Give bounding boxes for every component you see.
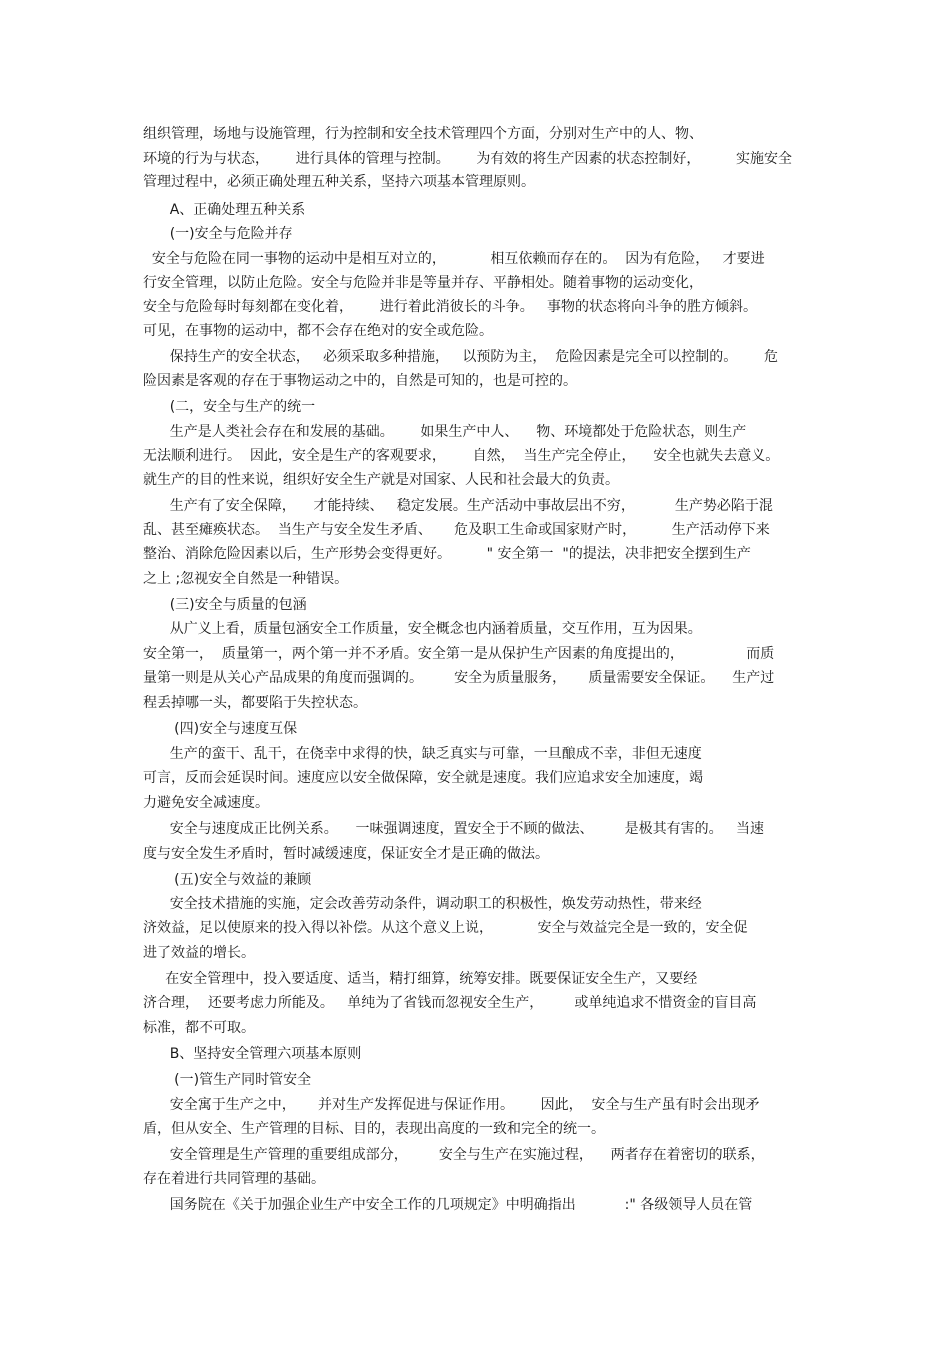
text-line: 整治、消除危险因素以后，生产形势会变得更好。 " 安全第一 "的提法，决非把安全摆到生产 <box>143 546 751 562</box>
text-line: 力避免安全减速度。 <box>143 795 269 811</box>
text-line: 安全技术措施的实施，定会改善劳动条件，调动职工的积极性，焕发劳动热性，带来经 <box>143 896 702 912</box>
text-line: 济合理， 还要考虑力所能及。 单纯为了省钱而忽视安全生产， 或单纯追求不惜资金的盲目高 <box>143 995 757 1011</box>
text-line: 安全与危险在同一事物的运动中是相互对立的， 相互依赖而存在的。 因为有危险， 才要进 <box>143 251 765 267</box>
text-line: 可见，在事物的运动中，都不会存在绝对的安全或危险。 <box>143 323 493 339</box>
text-line: (一)管生产同时管安全 <box>143 1072 312 1088</box>
text-line: 标准，都不可取。 <box>143 1020 255 1036</box>
text-line: 可言，反而会延误时间。速度应以安全做保障，安全就是速度。我们应追求安全加速度，竭 <box>143 770 703 786</box>
text-line: 量第一则是从关心产品成果的角度而强调的。 安全为质量服务， 质量需要安全保证。 生产过 <box>143 670 775 686</box>
text-line: 保持生产的安全状态， 必须采取多种措施， 以预防为主， 危险因素是完全可以控制的。 危 <box>143 349 779 365</box>
text-line: 管理过程中，必须正确处理五种关系，坚持六项基本管理原则。 <box>143 174 535 190</box>
text-line: 程丢掉哪一头，都要陷于失控状态。 <box>143 695 367 711</box>
text-line: 国务院在《关于加强企业生产中安全工作的几项规定》中明确指出 :" 各级领导人员在管 <box>143 1197 753 1213</box>
text-line: 组织管理，场地与设施管理，行为控制和安全技术管理四个方面，分别对生产中的人、物、 <box>143 126 703 142</box>
text-line: 乱、甚至瘫痪状态。 当生产与安全发生矛盾、 危及职工生命或国家财产时， 生产活动停下来 <box>143 522 770 538</box>
text-line: 安全与速度成正比例关系。 一味强调速度，置安全于不顾的做法、 是极其有害的。 当速 <box>143 821 765 837</box>
text-line: 生产的蛮干、乱干，在侥幸中求得的快，缺乏真实与可靠，一旦酿成不幸，非但无速度 <box>143 746 702 762</box>
text-line: 生产是人类社会存在和发展的基础。 如果生产中人、 物、环境都处于危险状态，则生产 <box>143 424 747 440</box>
text-line: 生产有了安全保障， 才能持续、 稳定发展。生产活动中事故层出不穷， 生产势必陷于混 <box>143 498 773 514</box>
text-line: 进了效益的增长。 <box>143 945 255 961</box>
text-line: 在安全管理中，投入要适度、适当，精打细算，统筹安排。既要保证安全生产，又要经 <box>143 971 698 987</box>
text-line: 盾，但从安全、生产管理的目标、目的，表现出高度的一致和完全的统一。 <box>143 1121 605 1137</box>
section-heading-a: A、正确处理五种关系 <box>143 202 306 218</box>
text-line: 济效益，足以使原来的投入得以补偿。从这个意义上说， 安全与效益完全是一致的，安全促 <box>143 920 748 936</box>
text-line: 无法顺利进行。 因此，安全是生产的客观要求， 自然， 当生产完全停止， 安全也就失去意义。 <box>143 448 780 464</box>
text-line: (一)安全与危险并存 <box>143 226 293 242</box>
text-line: 之上 ;忽视安全自然是一种错误。 <box>143 571 349 587</box>
text-line: 度与安全发生矛盾时，暂时减缓速度，保证安全才是正确的做法。 <box>143 846 549 862</box>
text-line: (二，安全与生产的统一 <box>143 399 316 415</box>
text-line: 存在着进行共同管理的基础。 <box>143 1171 325 1187</box>
text-line: 安全寓于生产之中， 并对生产发挥促进与保证作用。 因此， 安全与生产虽有时会出现矛 <box>143 1097 760 1113</box>
text-line: (三)安全与质量的包涵 <box>143 597 307 613</box>
text-line: (四)安全与速度互保 <box>143 721 298 737</box>
text-line: 环境的行为与状态， 进行具体的管理与控制。 为有效的将生产因素的状态控制好， 实施安全 <box>143 151 793 167</box>
text-line: 险因素是客观的存在于事物运动之中的，自然是可知的，也是可控的。 <box>143 373 577 389</box>
text-line: 安全与危险每时每刻都在变化着， 进行着此消彼长的斗争。 事物的状态将向斗争的胜方倾斜。 <box>143 299 758 315</box>
text-line: 就生产的目的性来说，组织好安全生产就是对国家、人民和社会最大的负责。 <box>143 472 619 488</box>
text-line: (五)安全与效益的兼顾 <box>143 872 312 888</box>
text-line: 行安全管理，以防止危险。安全与危险并非是等量并存、平静相处。随着事物的运动变化， <box>143 275 703 291</box>
text-line: 从广义上看，质量包涵安全工作质量，安全概念也内涵着质量，交互作用，互为因果。 <box>143 621 702 637</box>
section-heading-b: B、坚持安全管理六项基本原则 <box>143 1046 362 1062</box>
text-line: 安全管理是生产管理的重要组成部分， 安全与生产在实施过程， 两者存在着密切的联系， <box>143 1147 765 1163</box>
text-line: 安全第一， 质量第一，两个第一并不矛盾。安全第一是从保护生产因素的角度提出的， 而质 <box>143 646 775 662</box>
